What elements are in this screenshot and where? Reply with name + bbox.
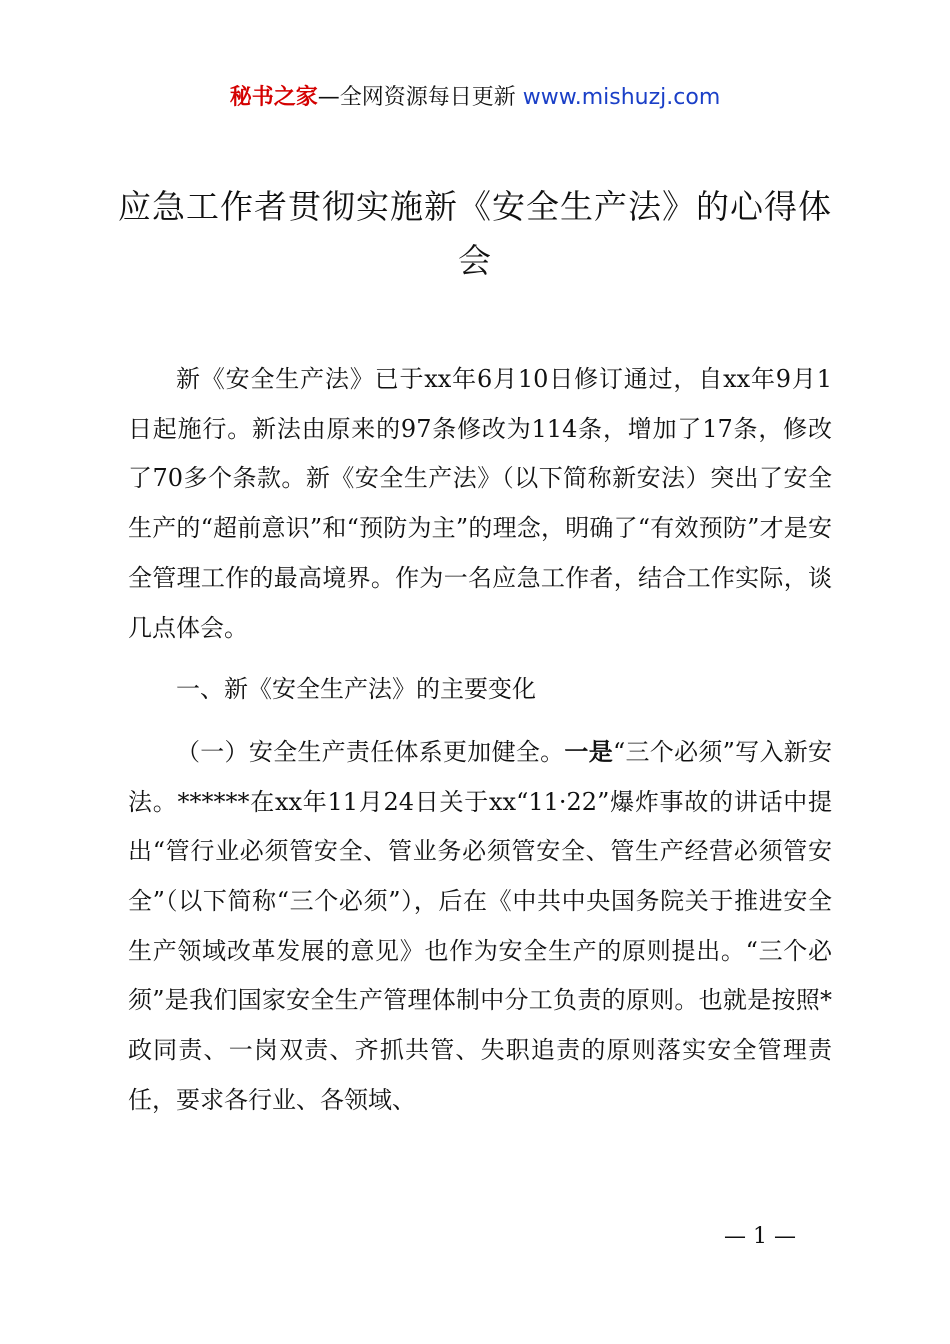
section-heading: 一、新《安全生产法》的主要变化 [176, 675, 536, 704]
page-number: — 1 — [724, 1224, 796, 1249]
paragraph-text: “三个必须”写入新安法。******在xx年11月24日关于xx“11·22”爆炸事故的讲话中提出“管行业必须管安全、管业务必须管安全、管生产经营必须管安全”（以下简称“三个必须”），后在《中共中央国务院关于推进安全生产领域改革发展的意见》也作为安全生产的原则提出。“三个必须”是我们国家安全生产管理体制中分工负责的原则。也就是按照*政同责、一岗双责、齐抓共管、失职追责的原则落实安全管理责任，要求各行业、各领域、 [128, 737, 833, 1114]
document-body [128, 355, 832, 1126]
paragraph-responsibility [128, 727, 832, 1126]
paragraph-lead: （一）安全生产责任体系更加健全。 [176, 737, 565, 766]
document-title: 应急工作者贯彻实施新《安全生产法》的心得体会 [118, 187, 832, 280]
brand-name: 秘书之家 [229, 85, 318, 110]
site-header [0, 80, 950, 111]
bold-marker: 一是 [564, 736, 613, 766]
paragraph-intro: 新《安全生产法》已于xx年6月10日修订通过，自xx年9月1日起施行。新法由原来的97条修改为114条，增加了17条，修改了70多个条款。新《安全生产法》（以下简称新安法）突出了安全生产的“超前意识”和“预防为主”的理念，明确了“有效预防”才是安全管理工作的最高境界。作为一名应急工作者，结合工作实际，谈几点体会。 [128, 365, 832, 642]
site-url-link[interactable]: www.mishuzj.com [522, 85, 721, 110]
header-tagline: —全网资源每日更新 [317, 85, 516, 110]
